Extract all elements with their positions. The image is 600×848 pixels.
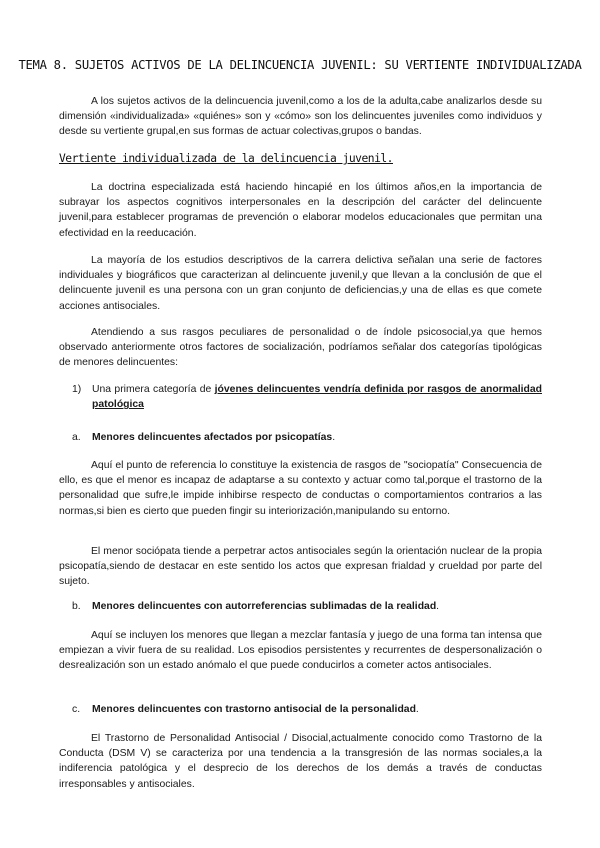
- document-title: TEMA 8. SUJETOS ACTIVOS DE LA DELINCUENCIA JUVENIL: SU VERTIENTE INDIVIDUALIZADA: [18, 58, 582, 72]
- list-item-text: [72, 382, 542, 412]
- body-paragraph: Atendiendo a sus rasgos peculiares de personalidad o de índole psicosocial,ya que hemos observado anteriormente otros factores de socialización, podríamos señalar dos categorías tipológicas de menores delincuentes:: [59, 327, 542, 369]
- subsection-paragraph: Aquí se incluyen los menores que llegan a mezclar fantasía y juego de una forma tan intensa que empiezan a vivir fuera de su realidad. Los episodios persistentes y recurrentes de despersonalización o desrealización son un estado anómalo el que puede conducirlos a cometer actos antisociales.: [59, 630, 542, 672]
- subsection-title: Menores delincuentes con autorreferencias sublimadas de la realidad: [92, 601, 437, 612]
- subsection-letter: b.: [72, 601, 81, 612]
- subsection-title: Menores delincuentes afectados por psicopatías: [92, 432, 333, 443]
- body-paragraph: La doctrina especializada está haciendo hincapié en los últimos años,en la importancia de subrayar los aspectos cognitivos interpersonales en la descripción del carácter del delincuente juvenil,para establecer programas de prevención o elaborar modelos educacionales que permitan una efectividad en la reeducación.: [59, 182, 542, 239]
- list-item-emphasis: jóvenes delincuentes vendría definida por rasgos de anormalidad patológica: [92, 384, 542, 411]
- subsection-title: Menores delincuentes con trastorno antisocial de la personalidad: [92, 704, 416, 715]
- list-number: 1): [72, 384, 82, 395]
- subsection-paragraph: Aquí el punto de referencia lo constituye la existencia de rasgos de "sociopatía" Consecuencia de ello, es que el menor es incapaz de adaptarse a su contexto y actuar como tal,porque el trastorno de la personalidad que sufre,le impide inhibirse respecto de conductas o comportamientos contrarios a las normas,si bien es cierto que pueden fingir su interiorización,manipulando su entorno.: [59, 460, 542, 517]
- list-item-prefix: Una primera categoría de: [92, 384, 215, 395]
- subsection-letter: c.: [72, 704, 81, 715]
- subsection-heading: b. Menores delincuentes con autorreferencias sublimadas de la realidad.: [72, 599, 439, 614]
- subsection-heading: c. Menores delincuentes con trastorno antisocial de la personalidad.: [72, 702, 419, 717]
- intro-paragraph: A los sujetos activos de la delincuencia juvenil,como a los de la adulta,cabe analizarlos desde su dimensión «individualizada» «quiénes» son y «cómo» son los delincuentes juveniles como individuos y desde su vertiente grupal,en sus formas de actuar colectivas,grupos o bandas.: [59, 96, 542, 138]
- subsection-letter: a.: [72, 432, 81, 443]
- body-paragraph: La mayoría de los estudios descriptivos de la carrera delictiva señalan una serie de factores individuales y biográficos que caracterizan al delincuente juvenil,y que llevan a la conclusión de que el delincuente juvenil es una persona con un gran conjunto de deficiencias,y una de ellas es que comete acciones antisociales.: [59, 255, 542, 312]
- section-heading: Vertiente individualizada de la delincuencia juvenil.: [59, 152, 393, 165]
- subsection-paragraph: El Trastorno de Personalidad Antisocial / Disocial,actualmente conocido como Trastorno de la Conducta (DSM V) se caracteriza por una tendencia a la transgresión de las normas sociales,a la indiferencia patológica y el desprecio de los derechos de los demás a través de conductas irresponsables y antisociales.: [59, 733, 542, 790]
- subsection-heading: a. Menores delincuentes afectados por psicopatías.: [72, 430, 335, 445]
- subsection-paragraph: El menor sociópata tiende a perpetrar actos antisociales según la orientación nuclear de la propia psicopatía,siendo de destacar en este sentido los actos que expresan frialdad y crueldad por parte del sujeto.: [59, 546, 542, 588]
- numbered-list-item: [72, 382, 542, 412]
